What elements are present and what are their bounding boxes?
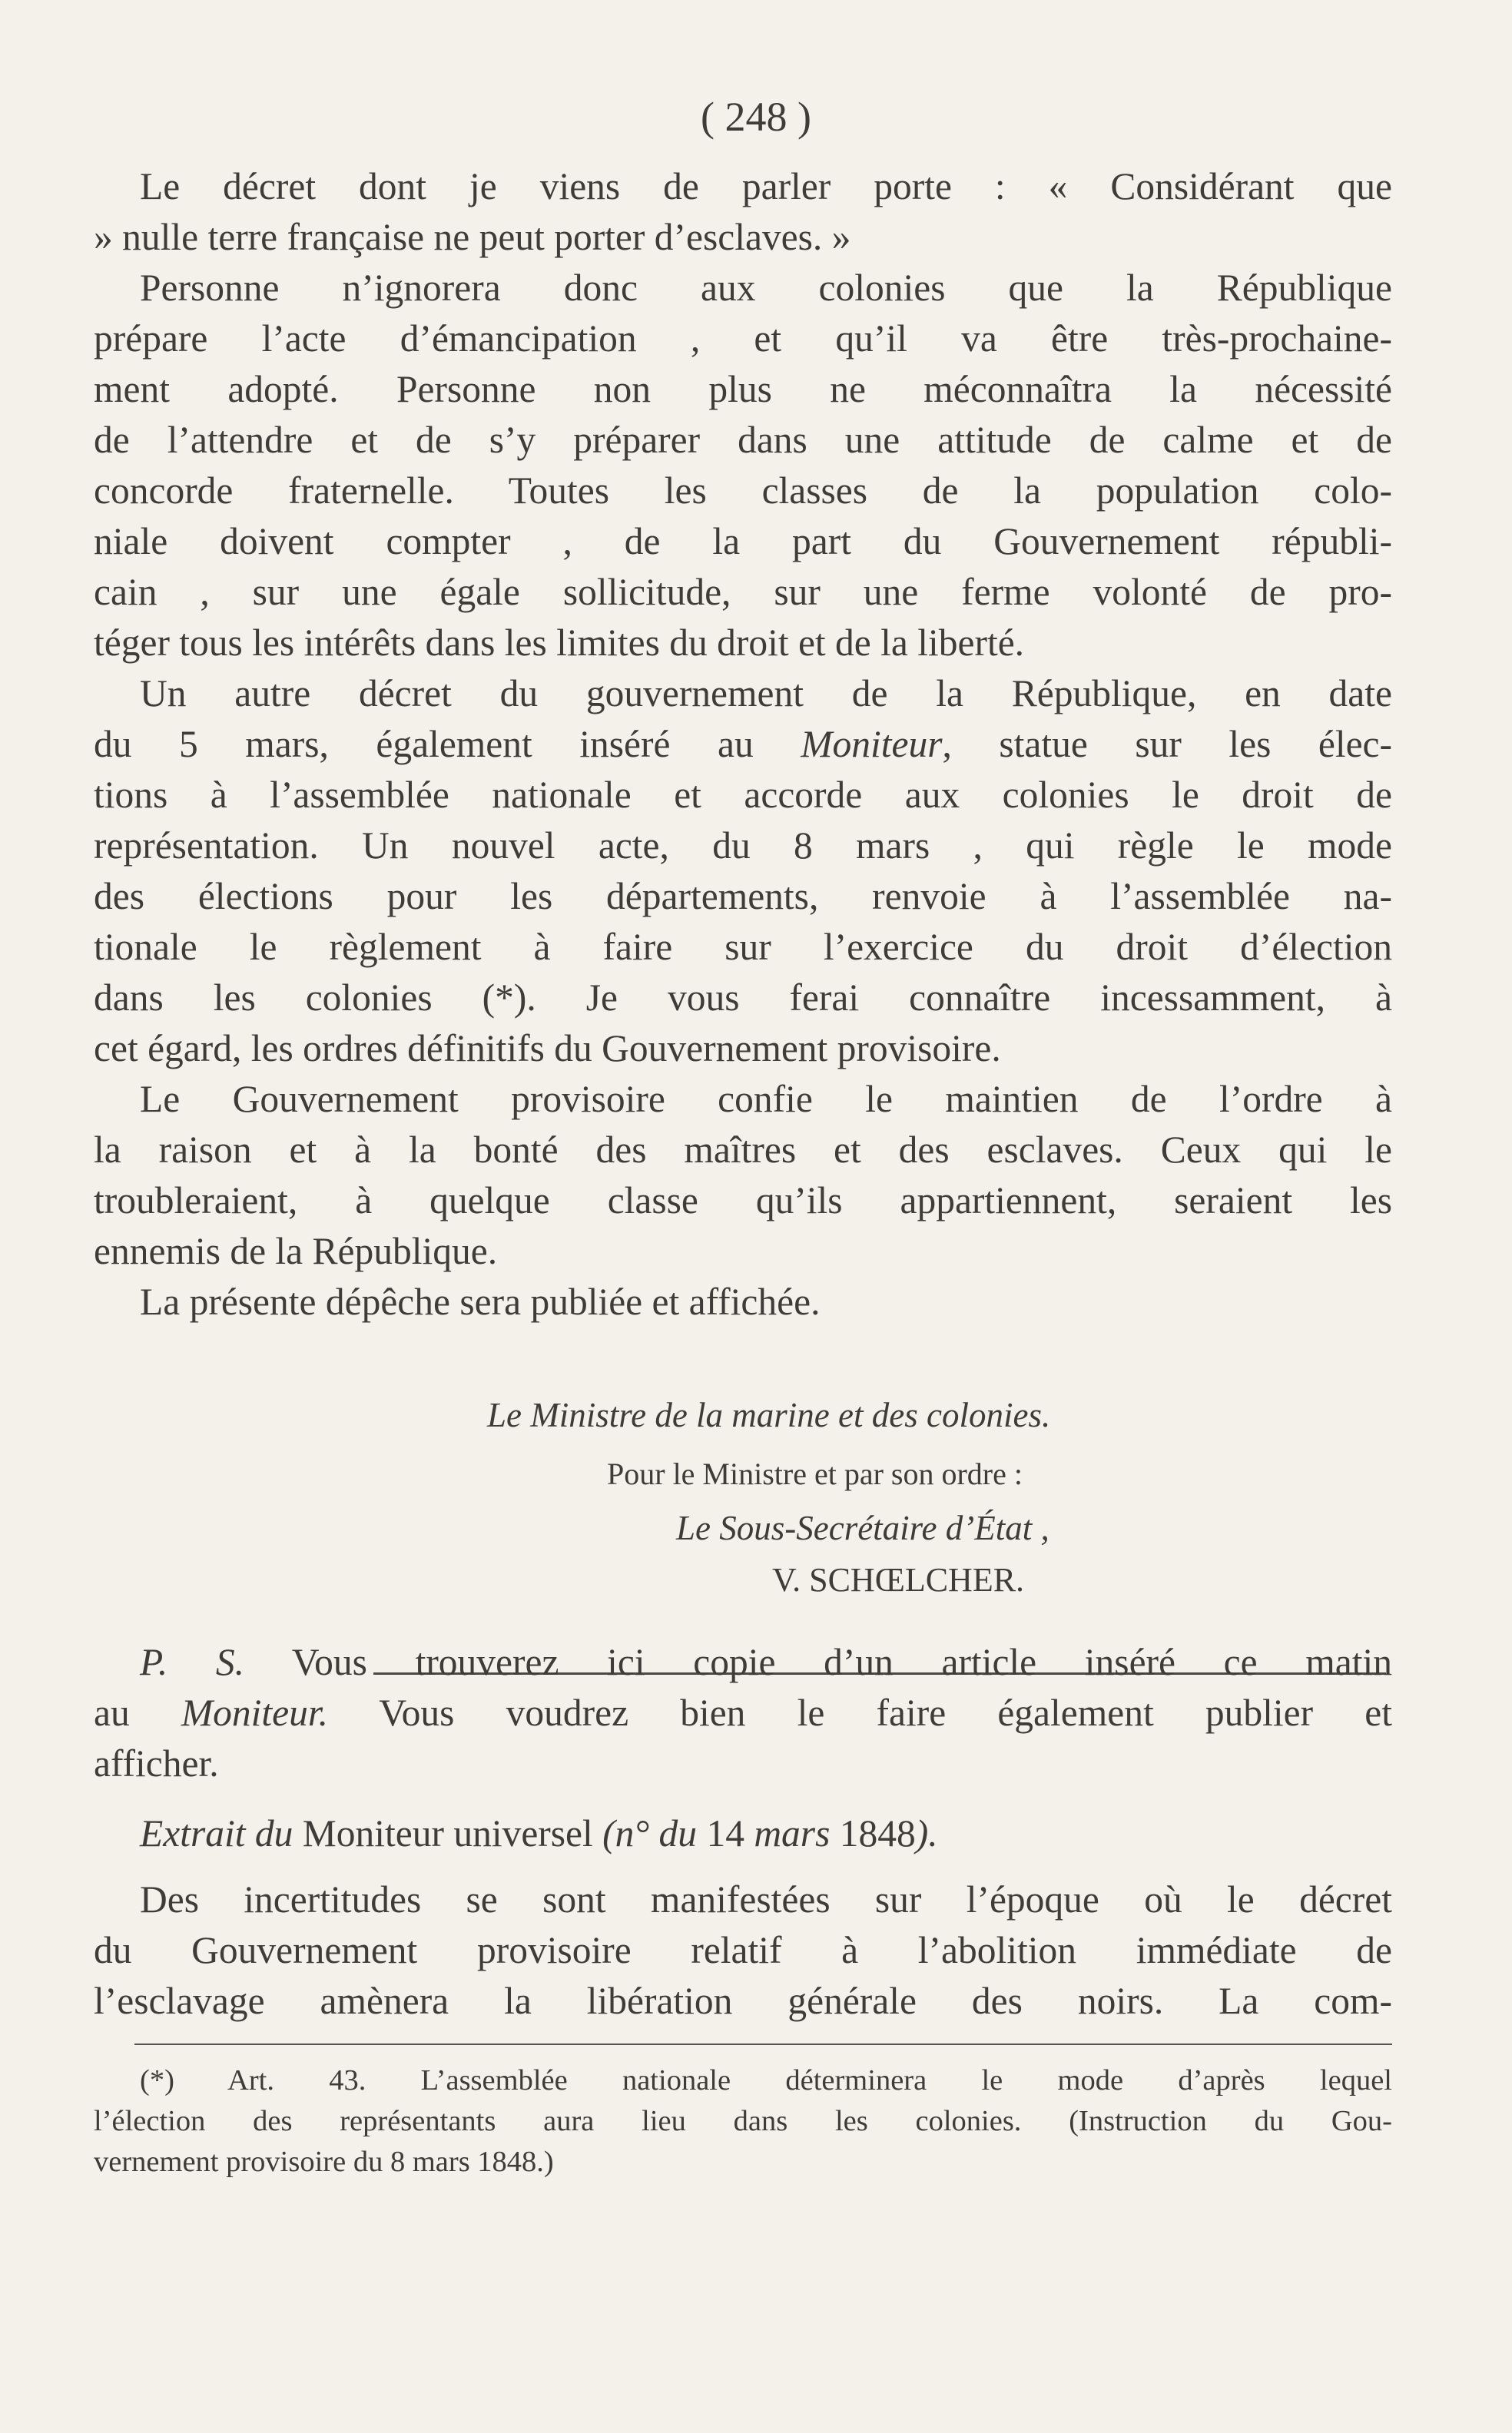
extract-heading-block (94, 1808, 1392, 1859)
paragraph-decree (94, 161, 1392, 263)
extract-text (94, 1874, 1392, 2027)
paragraph-elections (94, 668, 1392, 1074)
text-line: Le décret dont je viens de parler porte : « Considérant que (140, 165, 1392, 207)
text-line: du Gouvernement provisoire relatif à l’abolition immédiate de (94, 1929, 1392, 1971)
text-line: l’esclavage amènera la libération générale des noirs. La com- (94, 1980, 1392, 2022)
text-line: Personne n’ignorera donc aux colonies que la République (140, 267, 1392, 309)
italic-text: mars (754, 1812, 831, 1855)
signature-role: Le Sous-Secrétaire d’État , (676, 1509, 1049, 1547)
signature-minister: Le Ministre de la marine et des colonies. (487, 1396, 1051, 1434)
italic-text: Moniteur. (181, 1692, 329, 1734)
italic-text: (n° du (602, 1812, 698, 1855)
text-line: de l’attendre et de s’y préparer dans une attitude de calme et de (94, 419, 1392, 461)
text-line: Un autre décret du gouvernement de la République, en date (140, 672, 1392, 714)
text-line: cet égard, les ordres définitifs du Gouvernement provisoire. (94, 1027, 1001, 1069)
page-number: ( 248 ) (701, 94, 811, 140)
text-line: Le Gouvernement provisoire confie le maintien de l’ordre à (140, 1078, 1392, 1120)
text-line: La présente dépêche sera publiée et affichée. (140, 1281, 821, 1323)
text-line: niale doivent compter , de la part du Gouvernement républi- (94, 520, 1392, 562)
italic-text: ). (915, 1812, 938, 1855)
footnote-line: (*) Art. 43. L’assemblée nationale déterminera le mode d’après lequel (140, 2064, 1392, 2097)
italic-text: Extrait du (140, 1812, 293, 1855)
text-line: ennemis de la République. (94, 1230, 498, 1272)
text-line: ment adopté. Personne non plus ne méconnaîtra la nécessité (94, 368, 1392, 410)
footnote-line: vernement provisoire du 8 mars 1848.) (94, 2146, 554, 2178)
italic-text: P. S. (140, 1641, 245, 1683)
text-line: tionale le règlement à faire sur l’exercice du droit d’élection (94, 926, 1392, 968)
paragraph-order (94, 1074, 1392, 1277)
text-line: dans les colonies (*). Je vous ferai connaître incessamment, à (94, 976, 1392, 1019)
text-line: des élections pour les départements, renvoie à l’assemblée na- (94, 875, 1392, 917)
italic-text: Moniteur (801, 723, 943, 765)
footnote-divider (134, 2044, 1392, 2045)
text-line: Des incertitudes se sont manifestées sur l’époque où le décret (140, 1878, 1392, 1921)
postscript (94, 1637, 1392, 1789)
text-line: concorde fraternelle. Toutes les classes de la population colo- (94, 469, 1392, 512)
text-line: représentation. Un nouvel acte, du 8 mars , qui règle le mode (94, 824, 1392, 867)
text-line: la raison et à la bonté des maîtres et des esclaves. Ceux qui le (94, 1129, 1392, 1171)
text-line: du 5 mars, également inséré au Moniteur, statue sur les élec- (94, 723, 1392, 765)
extract-heading: Extrait du Moniteur universel (n° du 14 mars 1848). (140, 1812, 938, 1855)
text-line: P. S. Vous trouverez ici copie d’un article inséré ce matin (140, 1641, 1392, 1683)
signature-order: Pour le Ministre et par son ordre : (607, 1457, 1023, 1491)
signature-name: V. SCHŒLCHER. (772, 1561, 1025, 1599)
text-line: prépare l’acte d’émancipation , et qu’il va être très-prochaine- (94, 317, 1392, 360)
text-line: » nulle terre française ne peut porter d’esclaves. » (94, 216, 851, 258)
paragraph-publication (94, 1277, 1392, 1328)
main-text (94, 161, 1392, 1328)
footnote-line: l’élection des représentants aura lieu dans les colonies. (Instruction du Gou- (94, 2105, 1392, 2137)
paragraph-emancipation (94, 263, 1392, 668)
text-line: afficher. (94, 1742, 219, 1785)
text-line: cain , sur une égale sollicitude, sur une ferme volonté de pro- (94, 571, 1392, 613)
footnote (94, 2060, 1392, 2183)
text-line: téger tous les intérêts dans les limites du droit et de la liberté. (94, 622, 1025, 664)
text-line: au Moniteur. Vous voudrez bien le faire également publier et (94, 1692, 1392, 1734)
text-line: tions à l’assemblée nationale et accorde aux colonies le droit de (94, 774, 1392, 816)
text-line: troubleraient, à quelque classe qu’ils appartiennent, seraient les (94, 1179, 1392, 1221)
